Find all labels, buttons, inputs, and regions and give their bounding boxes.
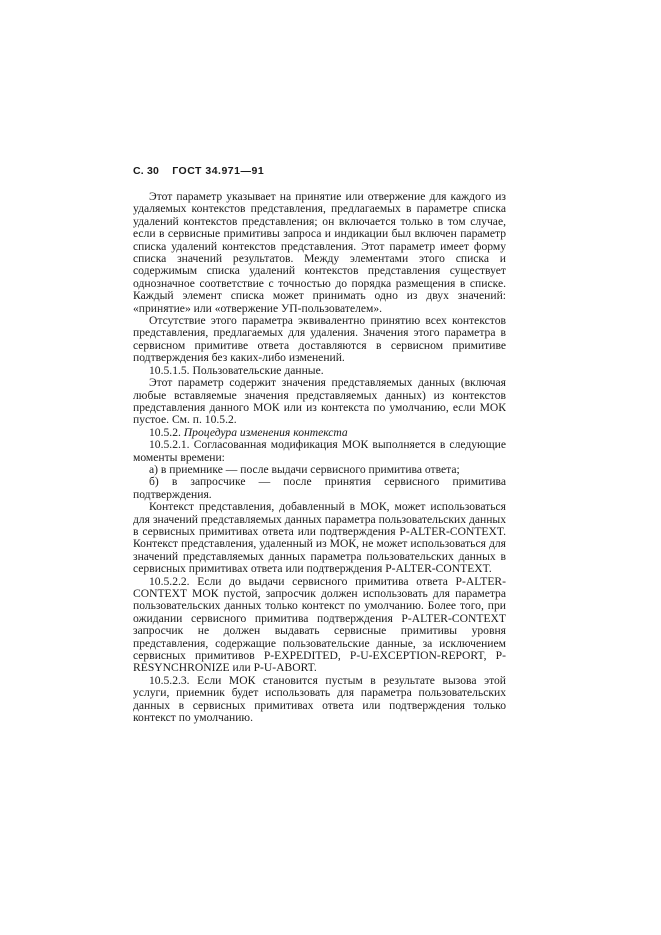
page-header [133, 165, 264, 177]
paragraph: Контекст представления, добавленный в МОК, может использоваться для значений представляемых данных параметра пользовательских данных в сервисных примитивах ответа или подтверждения P-ALTER-CONTEXT. Контекст представления, удаленный из МОК, не может использоваться для значений представляемых данных параметра пользовательских данных в сервисных примитивах ответа или подтверждения P-ALTER-CONTEXT. [133, 500, 506, 576]
list-item: а) в приемнике — после выдачи сервисного примитива ответа; [149, 462, 460, 476]
list-item: б) в запросчике — после принятия сервисного примитива подтверждения. [133, 475, 506, 501]
section-title: Процедура изменения контекста [183, 425, 348, 439]
page-number: С. 30 [133, 165, 160, 177]
paragraph: 10.5.2.1. Согласованная модификация МОК выполняется в следующие моменты времени: [133, 438, 506, 464]
body-text [133, 191, 506, 724]
paragraph: Этот параметр указывает на принятие или отвержение для каждого из удаляемых контекстов представления, предлагаемых в параметре списка удалений контекстов представления; он включается только в том случае, если в сервисные примитивы запроса и индикации был включен параметр списка удалений контекстов представления. Этот параметр имеет форму списка значений результатов. Между элементами этого списка и содержимым списка удалений контекстов представления существует однозначное соответствие с точностью до порядка размещения в списке. Каждый элемент списка может принимать одно из двух значений: «принятие» или «отвержение УП-пользователем». [133, 190, 506, 315]
paragraph: 10.5.1.5. Пользовательские данные. [149, 363, 324, 377]
paragraph: 10.5.2.3. Если МОК становится пустым в результате вызова этой услуги, приемник будет использовать для параметра пользовательских данных в сервисных примитивах ответа или подтверждения только контекст по умолчанию. [133, 673, 506, 725]
paragraph: Этот параметр содержит значения представляемых данных (включая любые вставляемые значения представляемых данных) из контекстов представления данного МОК или из контекста по умолчанию, если МОК пустое. См. п. 10.5.2. [133, 376, 506, 427]
section-number: 10.5.2. [149, 425, 181, 439]
standard-id: ГОСТ 34.971—91 [172, 165, 265, 177]
paragraph: 10.5.2.2. Если до выдачи сервисного примитива ответа P-ALTER-CONTEXT МОК пустой, запросчик должен использовать для параметра пользовательских данных только контекст по умолчанию. Более того, при ожидании сервисного примитива подтверждения P-ALTER-CONTEXT запросчик не должен выдавать сервисные примитивы уровня представления, содержащие пользовательские данные, за исключением сервисных примитивов P-EXPEDITED, P-U-EXCEPTION-REPORT, P-RESYNCHRONIZE или P-U-ABORT. [133, 574, 506, 675]
paragraph: Отсутствие этого параметра эквивалентно принятию всех контекстов представления, предлагаемых для удаления. Значения этого параметра в сервисном примитиве ответа доставляются в сервисном примитиве подтверждения без каких-либо изменений. [133, 314, 506, 365]
